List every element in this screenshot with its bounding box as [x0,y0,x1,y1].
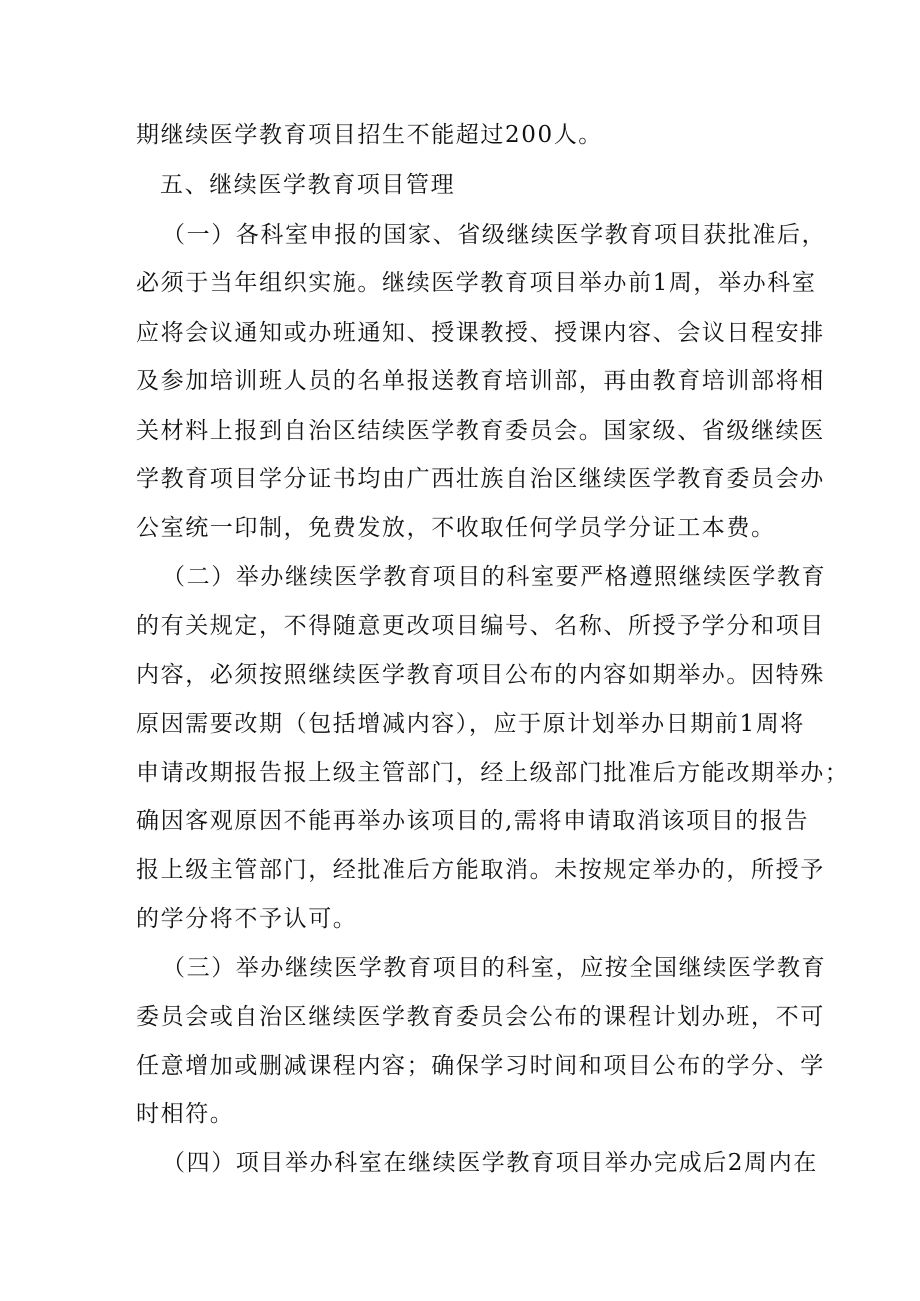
text-line: （二）举办继续医学教育项目的科室要严格遵照继续医学教育 [162,564,827,590]
text-line: 任意增加或删减课程内容；确保学习时间和项目公布的学分、学 [136,1053,825,1079]
text-line: 内容，必须按照继续医学教育项目公布的内容如期举办。因特殊 [136,662,825,688]
text-line: （一）各科室申报的国家、省级继续医学教育项目获批准后， [162,222,827,248]
text-line: 原因需要改期（包括增减内容），应于原计划举办日期前1周将 [136,711,805,737]
text-line: 期继续医学教育项目招生不能超过200人。 [136,122,603,148]
text-line: （三）举办继续医学教育项目的科室，应按全国继续医学教育 [162,955,827,981]
text-line: （四）项目举办科室在继续医学教育项目举办完成后2周内在 [162,1150,818,1176]
text-line: 关材料上报到自治区结续医学教育委员会。国家级、省级继续医 [136,418,825,444]
text-line: 应将会议通知或办班通知、授课教授、授课内容、会议日程安排 [136,320,825,346]
text-line: 委员会或自治区继续医学教育委员会公布的课程计划办班，不可 [136,1004,825,1030]
text-line: 学教育项目学分证书均由广西壮族自治区继续医学教育委员会办 [136,466,825,492]
section-heading: 五、继续医学教育项目管理 [160,172,456,198]
text-line: 及参加培训班人员的名单报送教育培训部，再由教育培训部将相 [136,368,825,394]
text-line: 报上级主管部门，经批准后方能取消。未按规定举办的，所授予 [136,857,825,883]
text-line: 的有关规定，不得随意更改项目编号、名称、所授予学分和项目 [136,613,825,639]
text-line: 时相符。 [136,1101,235,1127]
text-line: 的学分将不予认可。 [136,906,358,932]
text-line: 必须于当年组织实施。继续医学教育项目举办前1周，举办科室 [136,270,817,296]
text-line: 申请改期报告报上级主管部门，经上级部门批准后方能改期举办； [136,760,850,786]
text-line: 公室统一印制，免费发放，不收取任何学员学分证工本费。 [136,515,776,541]
text-line: 确因客观原因不能再举办该项目的,需将申请取消该项目的报告 [136,808,810,834]
